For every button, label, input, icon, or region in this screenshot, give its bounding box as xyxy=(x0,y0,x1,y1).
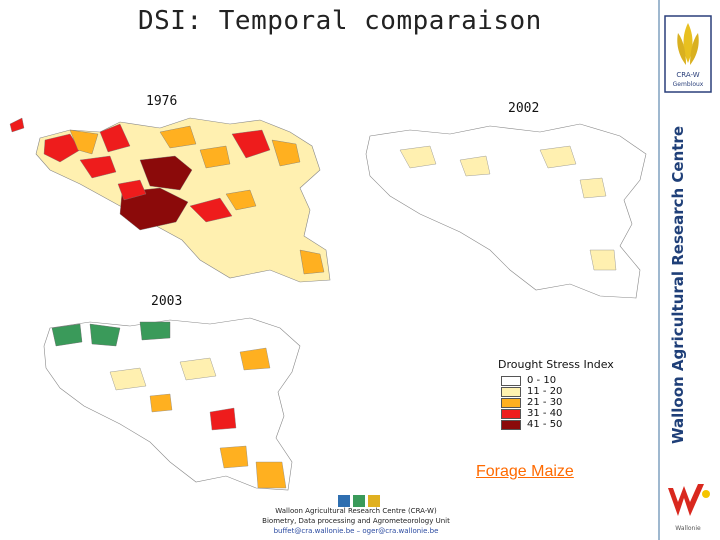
wallonie-logo xyxy=(660,476,716,536)
cra-w-logo xyxy=(664,15,712,93)
svg-text:CRA-W: CRA-W xyxy=(676,71,700,79)
legend-swatch xyxy=(501,420,521,430)
legend-title: Drought Stress Index xyxy=(498,358,614,371)
legend-swatch xyxy=(501,387,521,397)
legend xyxy=(498,358,628,430)
legend-entry xyxy=(501,397,628,408)
legend-entry xyxy=(501,419,628,430)
side-institution-label: Walloon Agricultural Research Centre xyxy=(669,126,687,444)
footer-email: buffet@cra.wallonie.be – oger@cra.wallonie.be xyxy=(273,527,439,535)
map-1976 xyxy=(0,110,340,300)
svg-text:Wallonie: Wallonie xyxy=(675,525,701,532)
footer-line-1: Walloon Agricultural Research Centre (CRA-W) xyxy=(275,507,437,515)
crop-label: Forage Maize xyxy=(476,463,574,480)
legend-entry xyxy=(501,386,628,397)
footer xyxy=(236,506,476,536)
legend-swatch xyxy=(501,398,521,408)
map-year-label-2003: 2003 xyxy=(151,294,183,309)
legend-swatch xyxy=(501,376,521,386)
map-year-label-1976: 1976 xyxy=(146,94,178,109)
legend-label: 0 - 10 xyxy=(527,375,557,386)
footer-line-2: Biometry, Data processing and Agrometeorology Unit xyxy=(262,517,450,525)
map-2002 xyxy=(340,120,660,320)
svg-text:Gembloux: Gembloux xyxy=(672,81,704,88)
page-title: DSI: Temporal comparaison xyxy=(138,6,542,36)
legend-entry xyxy=(501,408,628,419)
legend-label: 41 - 50 xyxy=(527,419,563,430)
legend-label: 21 - 30 xyxy=(527,397,563,408)
side-divider xyxy=(658,0,660,540)
legend-swatch xyxy=(501,409,521,419)
map-year-label-2002: 2002 xyxy=(508,101,540,116)
legend-entry xyxy=(501,375,628,386)
legend-label: 11 - 20 xyxy=(527,386,563,397)
legend-label: 31 - 40 xyxy=(527,408,563,419)
map-2003 xyxy=(20,312,310,502)
